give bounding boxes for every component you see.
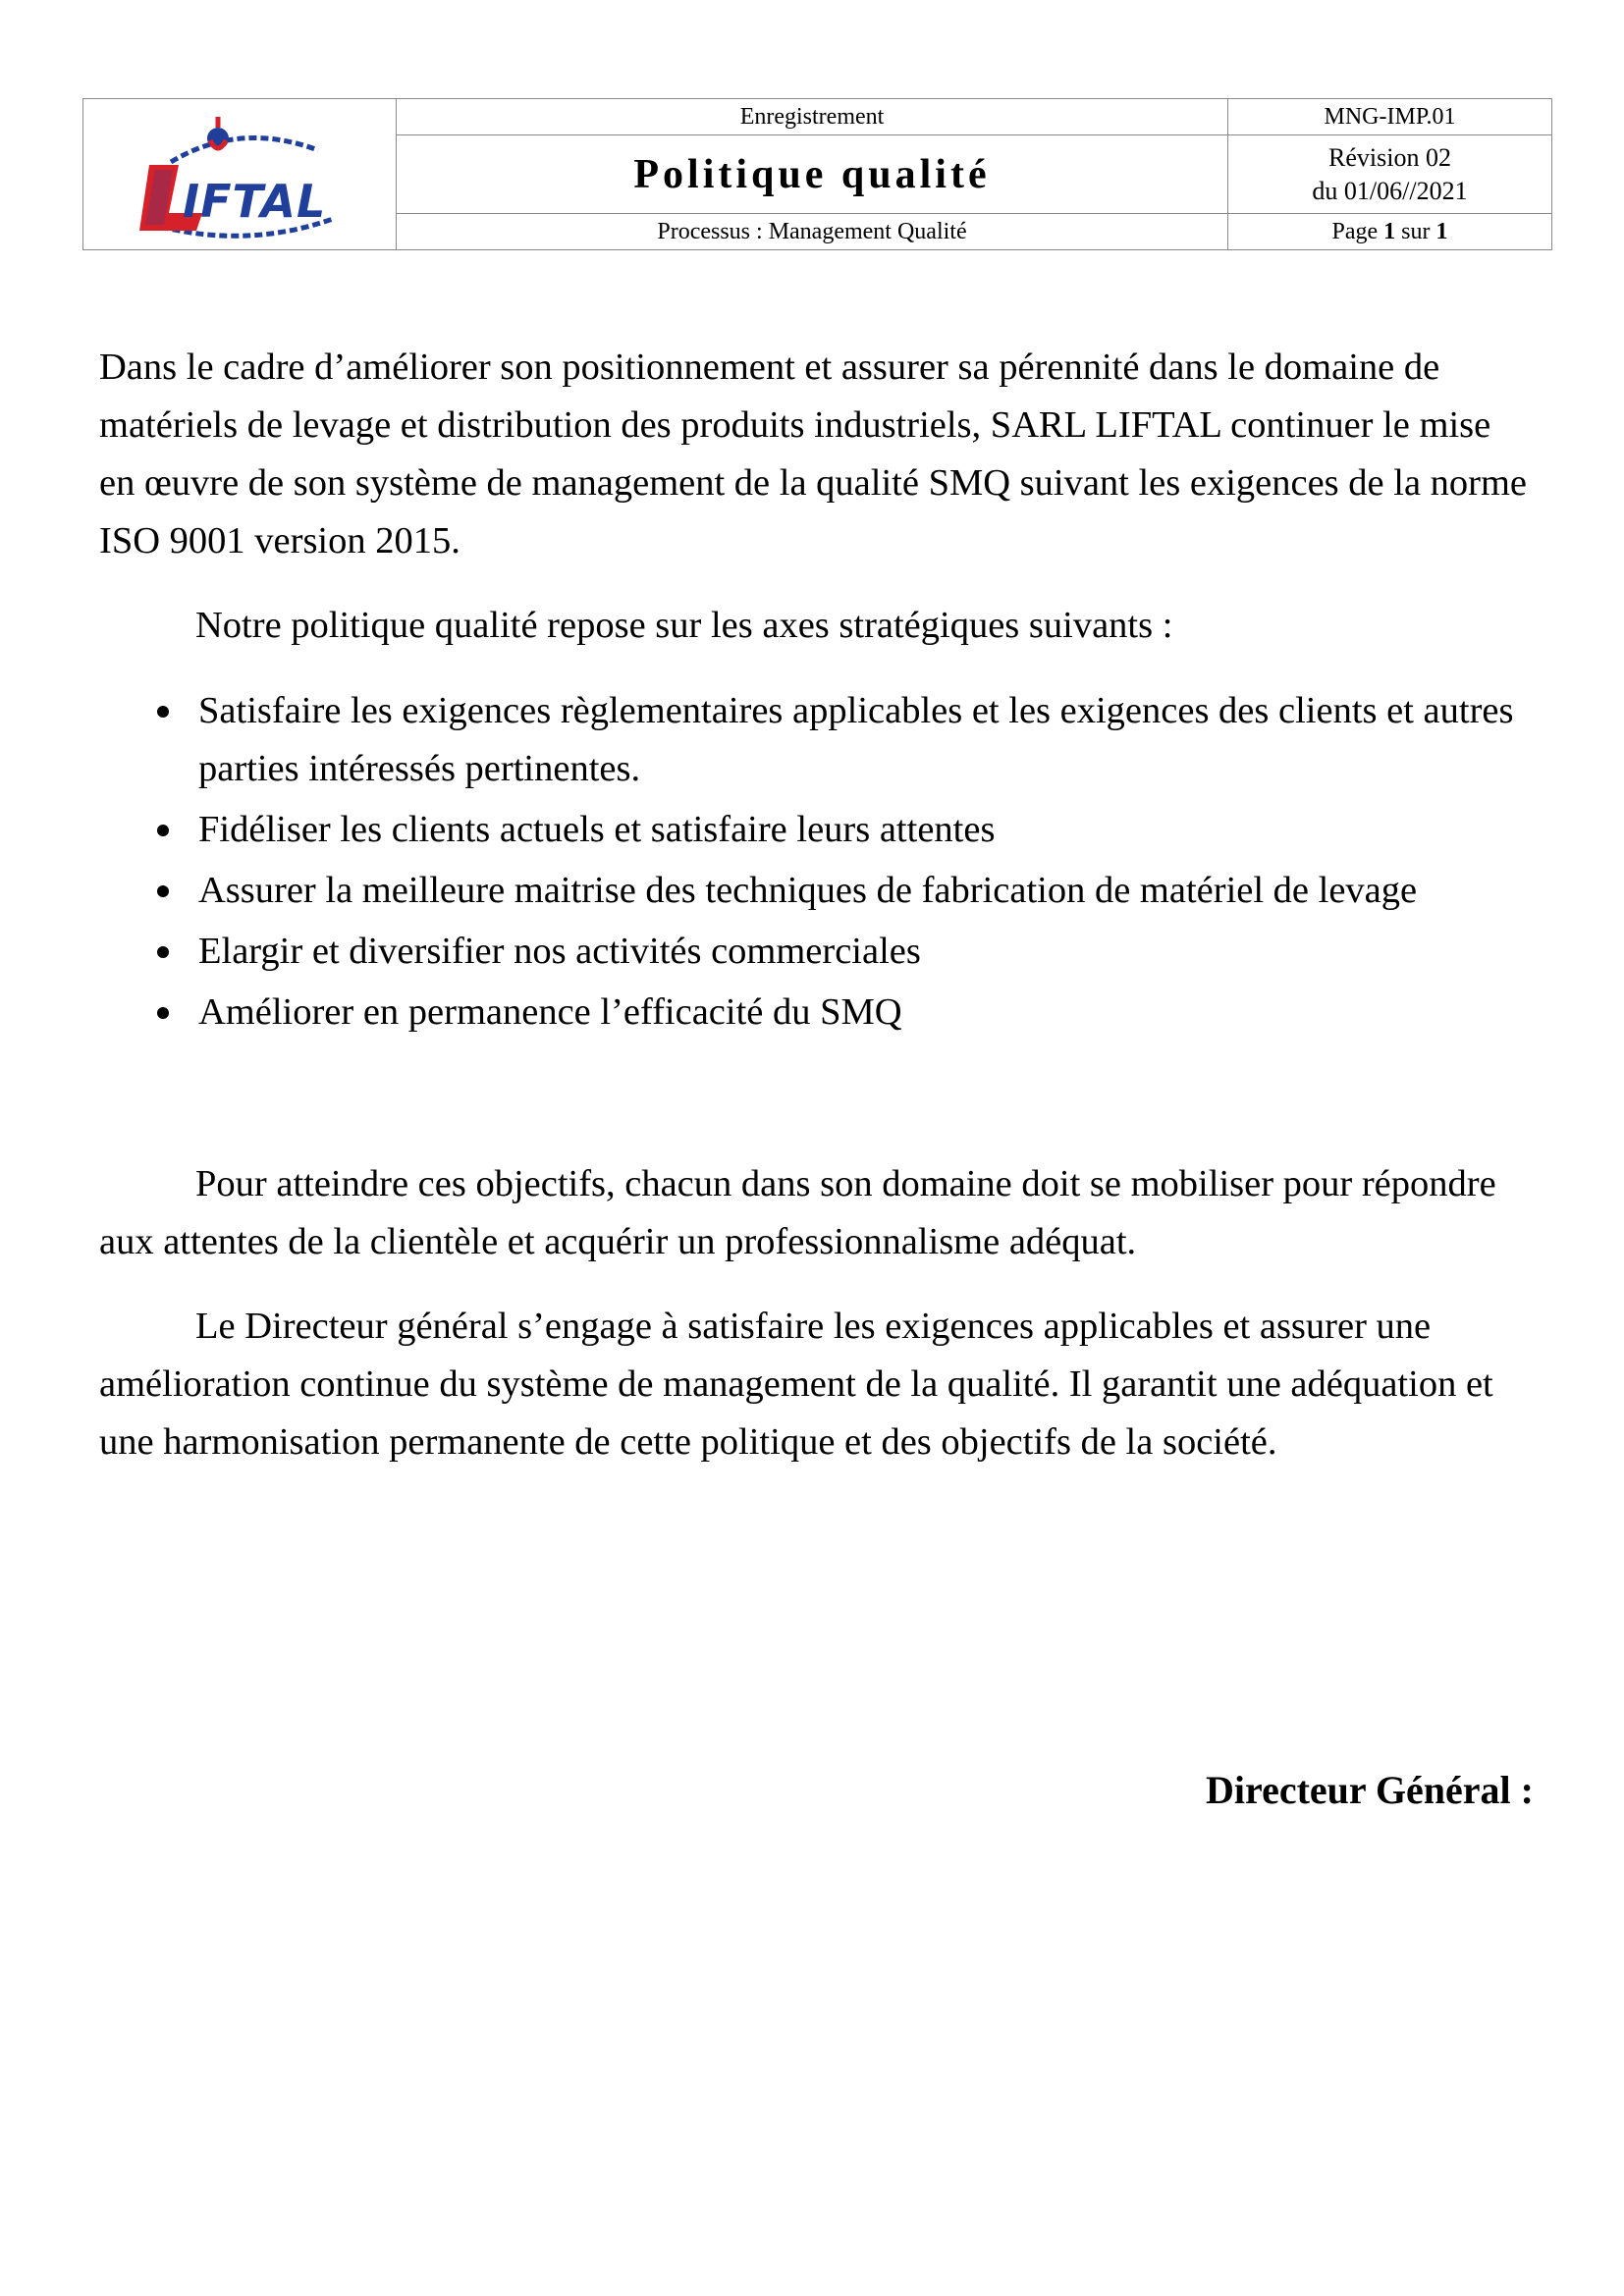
logo-cell xyxy=(83,99,397,250)
intro-paragraph: Dans le cadre d’améliorer son positionnement et assurer sa pérennité dans le domaine de matériels de levage et distribution des produits industriels, SARL LIFTAL continuer le mise en œuvre de son système de management de la qualité SMQ suivant les exigences de la norme ISO 9001 version 2015. xyxy=(99,347,1528,561)
axis-text: Assurer la meilleure maitrise des techniques de fabrication de matériel de levage xyxy=(198,870,1418,911)
document-body xyxy=(99,339,1533,1471)
page-total: 1 xyxy=(1435,218,1448,244)
liftal-logo-icon xyxy=(132,111,348,239)
revision-cell xyxy=(1228,135,1552,214)
record-type-cell xyxy=(397,99,1228,135)
list-item xyxy=(99,682,1533,798)
bullet-icon xyxy=(157,706,169,718)
axis-text: Fidéliser les clients actuels et satisfaire leurs attentes xyxy=(198,809,996,850)
company-logo xyxy=(83,99,396,249)
record-type: Enregistrement xyxy=(739,103,885,130)
page-number: 1 xyxy=(1383,218,1396,244)
bullet-icon xyxy=(157,946,169,958)
document-title: Politique qualité xyxy=(633,151,991,197)
axes-intro-paragraph: Notre politique qualité repose sur les axes stratégiques suivants : xyxy=(195,605,1173,646)
bullet-icon xyxy=(157,825,169,836)
objectives-paragraph: Pour atteindre ces objectifs, chacun dans son domaine doit se mobiliser pour répondre aux attentes de la clientèle et acquérir un professionnalisme adéquat. xyxy=(99,1163,1496,1262)
document-header-table xyxy=(82,98,1552,250)
axis-text: Satisfaire les exigences règlementaires applicables et les exigences des clients et autres parties intéressés pertinentes. xyxy=(198,690,1514,789)
list-item xyxy=(99,801,1533,859)
page-indicator xyxy=(1332,219,1448,244)
document-code: MNG-IMP.01 xyxy=(1324,103,1456,130)
process-cell xyxy=(397,214,1228,250)
signature-label: Directeur Général : xyxy=(1206,1768,1534,1812)
axis-text: Elargir et diversifier nos activités commerciales xyxy=(198,931,921,972)
process-label: Processus : Management Qualité xyxy=(657,218,967,244)
list-item xyxy=(99,923,1533,981)
strategic-axes-list xyxy=(99,682,1533,1041)
bullet-icon xyxy=(157,1007,169,1019)
commitment-paragraph: Le Directeur général s’engage à satisfaire les exigences applicables et assurer une amélioration continue du système de management de la qualité. Il garantit une adéquation et une harmonisation permanente de cette politique et des objectifs de la société. xyxy=(99,1306,1493,1463)
page-separator: sur xyxy=(1395,218,1436,244)
title-cell xyxy=(397,135,1228,214)
svg-text:IFTAL: IFTAL xyxy=(183,174,327,228)
revision-number: Révision 02 xyxy=(1328,142,1451,172)
page-prefix: Page xyxy=(1331,218,1384,244)
axis-text: Améliorer en permanence l’efficacité du SMQ xyxy=(198,991,902,1033)
list-item xyxy=(99,984,1533,1041)
bullet-icon xyxy=(157,885,169,897)
page-cell xyxy=(1228,214,1552,250)
revision-date: du 01/06//2021 xyxy=(1312,176,1468,205)
list-item xyxy=(99,862,1533,920)
doc-code-cell xyxy=(1228,99,1552,135)
